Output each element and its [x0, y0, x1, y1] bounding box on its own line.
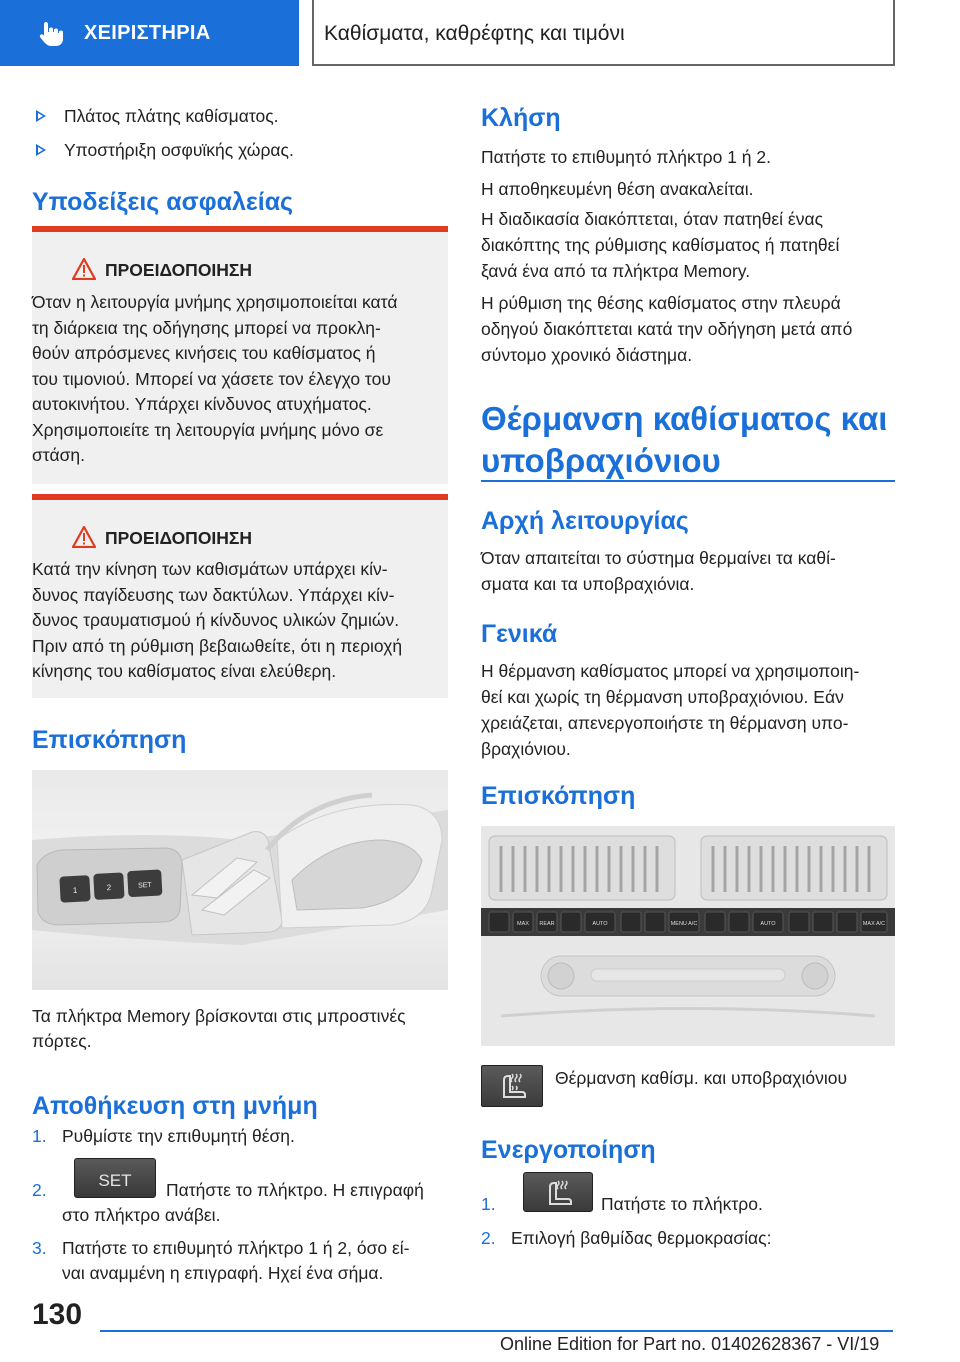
- step-item: 2. Επιλογή βαθμίδας θερμοκρασίας:: [481, 1228, 772, 1248]
- general-heading: Γενικά: [481, 620, 558, 648]
- set-button-label: SET: [137, 881, 152, 890]
- section-title-rule: [481, 480, 895, 482]
- console-button-label: MENU A/C: [670, 921, 698, 927]
- principle-text: Όταν απαιτείται το σύστημα θερμαίνει τα καθί- σματα και τα υποβραχιόνια.: [481, 548, 836, 594]
- step-item: 3. Πατήστε το επιθυμητό πλήκτρο 1 ή 2, όσο εί- ναι αναμμένη η επιγραφή. Ηχεί ένα σήμα.: [32, 1238, 410, 1283]
- warning-triangle-icon: [72, 258, 96, 280]
- seat-heating-icon-box: [481, 1065, 543, 1107]
- safety-heading: Υποδείξεις ασφαλείας: [32, 188, 294, 216]
- footer-rule: [100, 1330, 893, 1332]
- seat-heating-icon: [524, 1173, 594, 1213]
- general-text: Η θέρμανση καθίσματος μπορεί να χρησιμοποιη- θεί και χωρίς τη θέρμανση υποβραχιόνιου. Εάν χρειάζεται, απενεργοποιήστε τη θέρμανση υπο- βραχιόνιου.: [481, 661, 860, 759]
- warning-title: ΠΡΟΕΙΔΟΠΟΙΗΣΗ: [105, 260, 253, 280]
- principle-heading: Αρχή λειτουργίας: [481, 507, 689, 535]
- header-divider-right: [893, 0, 895, 66]
- console-button-label: AUTO: [592, 921, 608, 927]
- edition-note: Online Edition for Part no. 01402628367 - VI/19: [500, 1334, 880, 1354]
- hand-pointer-icon: [38, 20, 64, 46]
- door-panel-illustration: [32, 770, 448, 990]
- seat-heating-icon: [482, 1066, 544, 1108]
- step-item: 1. Ρυθμίστε την επιθυμητή θέση.: [32, 1126, 295, 1146]
- triangle-bullet-icon: [36, 110, 46, 122]
- warning-box: [32, 226, 448, 484]
- heating-section-title: Θέρμανση καθίσματος και υποβραχιόνιου: [481, 400, 888, 479]
- activation-heading: Ενεργοποίηση: [481, 1136, 656, 1164]
- overview-heading-right: Επισκόπηση: [481, 782, 636, 810]
- warning-triangle-icon: [72, 526, 96, 548]
- header-divider: [312, 0, 314, 66]
- call-heading: Κλήση: [481, 104, 561, 132]
- console-button-label: REAR: [539, 921, 555, 927]
- header-underline: [312, 64, 895, 66]
- console-button-label: AUTO: [760, 921, 776, 927]
- store-heading: Αποθήκευση στη μνήμη: [32, 1092, 318, 1120]
- warning-title: ΠΡΟΕΙΔΟΠΟΙΗΣΗ: [105, 528, 253, 548]
- memory-button-1-label: 1: [72, 885, 78, 896]
- triangle-bullet-icon: [36, 144, 46, 156]
- console-button-label: MAX A/C: [862, 921, 886, 927]
- console-illustration: [481, 826, 895, 1046]
- climate-console-photo: [481, 826, 895, 1046]
- section-tab[interactable]: [0, 0, 299, 66]
- memory-button-2-label: 2: [106, 883, 112, 893]
- warning-box: [32, 494, 448, 698]
- warning-text: Κατά την κίνηση των καθισμάτων υπάρχει κίν- δυνος παγίδευσης των δακτύλων. Υπάρχει κίν- δυνος τραυματισμού ή κίνδυνος υλικών ζημιών. Πριν από τη ρύθμιση βεβαιωθείτε, ότι η περιοχή κίνησης του καθίσματος είναι ελεύθερη.: [32, 559, 403, 681]
- seat-heating-key-icon: [523, 1172, 593, 1212]
- chapter-title: Καθίσματα, καθρέφτης και τιμόνι: [324, 22, 625, 45]
- overview-heading: Επισκόπηση: [32, 726, 187, 754]
- set-key-icon: SET: [74, 1158, 156, 1198]
- section-tab-label: ΧΕΙΡΙΣΤΗΡΙΑ: [84, 22, 211, 44]
- console-button-label: MAX: [517, 921, 529, 927]
- step-item: 1. Πατήστε το πλήκτρο.: [481, 1172, 901, 1218]
- page-number: 130: [32, 1298, 83, 1331]
- memory-buttons-photo: [32, 770, 448, 990]
- warning-text: Όταν η λειτουργία μνήμης χρησιμοποιείται κατά τη διάρκεια της οδήγησης μπορεί να προκλη- θούν απρόσμενες κινήσεις του καθίσματος ή του τιμονιού. Μπορεί να χάσετε τον έλεγχο του αυτοκινήτου. Υπάρχει κίνδυνος ατυχήματος. Χρησιμοποιείτε τη λειτουργία μνήμης μόνο σε στάση.: [32, 292, 398, 465]
- call-text: Πατήστε το επιθυμητό πλήκτρο 1 ή 2. Η αποθηκευμένη θέση ανακαλείται. Η διαδικασία διακόπτεται, όταν πατηθεί ένας διακόπτης της ρύθμισης καθίσματος ή πατηθεί ξανά ένα από τα πλήκτρα Memory. Η ρύθμιση της θέσης καθίσματος στην πλευρά οδηγού διακόπτεται κατά την οδήγηση μετά από σύντομο χρονικό διάστημα.: [481, 147, 853, 365]
- photo-caption: Τα πλήκτρα Memory βρίσκονται στις μπροστινές πόρτες.: [32, 1006, 406, 1051]
- step-item: 2. SET Πατήστε το πλήκτρο. Η επιγραφή στο πλήκτρο ανάβει.: [32, 1158, 452, 1228]
- icon-caption: Θέρμανση καθίσμ. και υποβραχιόνιου: [555, 1068, 848, 1088]
